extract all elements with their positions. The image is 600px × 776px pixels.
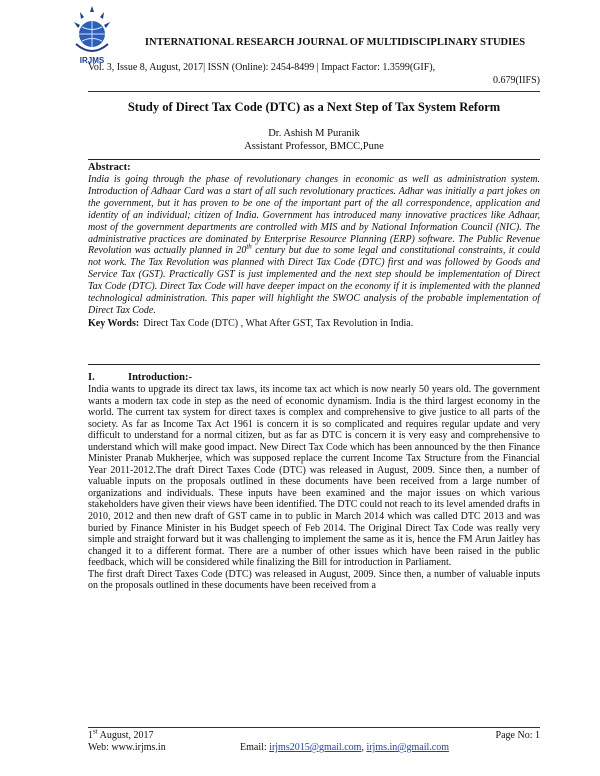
- footer-divider: [88, 727, 540, 728]
- page-number: Page No: 1: [495, 730, 540, 741]
- paper-title: Study of Direct Tax Code (DTC) as a Next Step of Tax System Reform: [127, 100, 501, 114]
- section-title: Introduction:-: [128, 372, 192, 383]
- email-link-2[interactable]: irjms.in@gmail.com: [366, 742, 449, 753]
- header-divider: [88, 91, 540, 92]
- email-link-1[interactable]: irjms2015@gmail.com: [269, 742, 362, 753]
- email-label: Email:: [240, 742, 267, 753]
- footer-email: Email: irjms2015@gmail.com, irjms.in@gmail.com: [240, 742, 449, 753]
- section-heading: [88, 371, 192, 384]
- keywords-label: Key Words:: [88, 317, 140, 329]
- journal-title: INTERNATIONAL RESEARCH JOURNAL OF MULTIDISCIPLINARY STUDIES: [144, 37, 526, 48]
- footer-web: Web: www.irjms.in: [88, 742, 166, 753]
- issue-info: Vol. 3, Issue 8, August, 2017| ISSN (Online): 2454-8499 | Impact Factor: 1.3599(GIF),: [88, 62, 436, 73]
- abstract-heading: Abstract:: [88, 162, 131, 173]
- paragraph: The first draft Direct Taxes Code (DTC) was released in August, 2009. Since then, a number of valuable inputs on the proposals outlined in these documents have been received from a: [88, 568, 540, 592]
- abstract-section: [88, 159, 540, 365]
- keywords-text: Direct Tax Code (DTC) , What After GST, Tax Revolution in India.: [143, 317, 414, 329]
- section-body: [88, 384, 540, 592]
- author-affiliation: Assistant Professor, BMCC,Pune: [244, 141, 384, 152]
- logo-text: IRJMS: [79, 56, 105, 65]
- abstract-text: India is going through the phase of revolutionary changes in economic as well as administration system. Introduction of Adhaar Card was a start of all such revolutionary practices. Adhar was initially a part jokes on the government, but it has proven to be one of the important part of the all correspondence, application and identity of an individual; citizen of India. Government has introduced many innovative practices like Adhaar, most of the government departments are controlled with MIS and by National Information Council (NIC). The administrative practices are dominated by Enterprise Resource Planning (ERP) software. The Public Revenue Revolution was actually planned in 20th century but due to some legal and constitutional constraints, it could not work. The Tax Revolution was planned with Direct Tax Code (DTC) first and was followed by Goods and Service Tax (GST). Practically GST is just implemented and the next step should be implementation of Direct Tax Code (DTC). Direct Tax Code will have deeper impact on the economy if it is implemented with the planned technological administration. This paper will highlight the SWOC analysis of the probable implementation of Direct Tax Code.: [88, 174, 540, 316]
- section-number: I.: [88, 372, 95, 383]
- footer-left: [88, 727, 166, 754]
- impact-factor-iifs: 0.679(IIFS): [493, 75, 540, 86]
- author-name: Dr. Ashish M Puranik: [268, 128, 360, 139]
- keywords-line: [88, 318, 540, 330]
- paragraph: India wants to upgrade its direct tax laws, its income tax act which is now nearly 50 years old. The government wants a modern tax code in step as the need of economic dynamism. India is the third largest economy in the world. The current tax system for direct taxes is complex and comprehensive to give justice to all parts of the society. As far as Income Tax Act 1961 is concern it is so complicated and requires regular update and very difficult to understand for a normal citizen, but as far as DTC is concern it is very easy and comprehensive to understand which will make good impact. New Direct Tax Code which has been announced by the then Finance Minister Pranab Mukherjee, which was supposed replace the current Income Tax Structure from the Financial Year 2011-2012.The draft Direct Taxes Code (DTC) was released in August, 2009. Since then, a number of valuable inputs on the proposals outlined in these documents have been received from a large number of organizations and individuals. These inputs have been examined and the major issues on which various stakeholders have given their views have been identified. The DTC could not reach to its level amended drafts in 2010, 2012 and then new draft of GST came in to public in March 2014 which was called DTC 2013 and was buried by Finance Minister in his Budget speech of Feb 2014. The Original Direct Tax Code was really very simple and straight forward but it was challenging to implement the same as it is, hence the FM Arun Jaitley has changed it to a different format. There are a number of other issues which have been raised in the public feedback, which will be considered while finalizing the Bill for introduction in Parliament.: [88, 384, 540, 569]
- footer-date: 1st August, 2017: [88, 727, 154, 741]
